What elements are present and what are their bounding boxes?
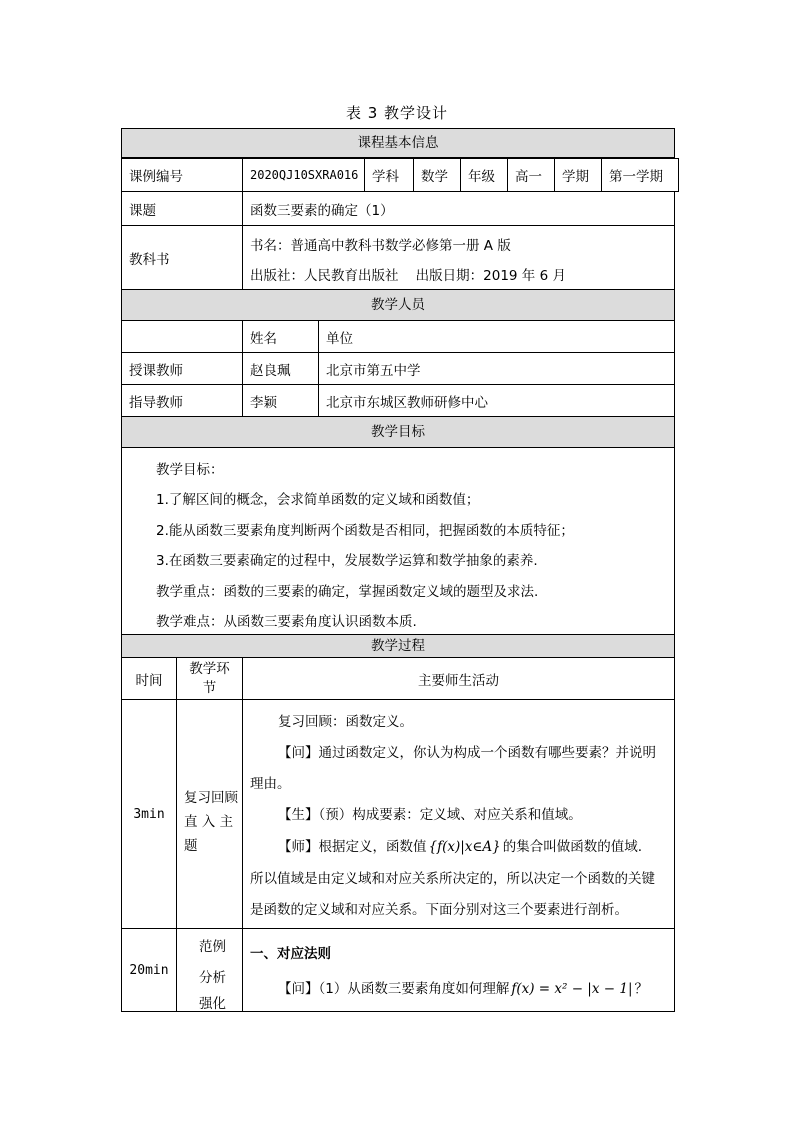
row1-stage (176, 699, 243, 929)
section-basic-info: 课程基本信息 (121, 128, 675, 158)
stage-line: 直 入 主 (184, 814, 234, 830)
activity-text: 【问】（1）从函数三要素角度如何理解 (278, 981, 510, 997)
case-no-label: 课例编号 (121, 158, 243, 192)
activity-line: 是函数的定义域和对应关系。下面分别对这三个要素进行剖析。 (250, 902, 628, 918)
term-value: 第一学期 (601, 158, 679, 192)
activity-heading: 一、对应法则 (250, 946, 331, 962)
textbook-value (242, 225, 675, 290)
goals-line: 教学难点：从函数三要素角度认识函数本质. (156, 614, 417, 630)
section-staff: 教学人员 (121, 289, 675, 321)
activity-line: 【生】（预）构成要素：定义域、对应关系和值域。 (278, 807, 582, 823)
goals-line: 2.能从函数三要素角度判断两个函数是否相同，把握函数的本质特征； (156, 523, 574, 539)
term-label: 学期 (554, 158, 602, 192)
activity-line: 理由。 (250, 776, 291, 792)
activity-line: 所以值域是由定义域和对应关系所决定的，所以决定一个函数的关键 (250, 871, 655, 887)
process-header-stage (176, 657, 243, 700)
staff-row-name: 李颖 (242, 384, 319, 417)
stage-line: 题 (184, 838, 198, 854)
goals-line: 3.在函数三要素确定的过程中，发展数学运算和数学抽象的素养. (156, 553, 538, 569)
process-header-activity: 主要师生活动 (242, 657, 675, 700)
row2-time: 20min (121, 928, 177, 1012)
staff-row-name: 赵良珮 (242, 352, 319, 385)
grade-label: 年级 (460, 158, 508, 192)
activity-line (278, 835, 642, 855)
goals-content (121, 447, 675, 635)
book-name: 书名：普通高中教科书数学必修第一册 A 版 (250, 238, 511, 254)
staff-header-name: 姓名 (242, 320, 319, 353)
stage-line: 分析 (199, 970, 226, 986)
staff-row-role: 授课教师 (121, 352, 243, 385)
stage-line: 强化 (199, 996, 226, 1012)
row1-activity (242, 699, 675, 929)
grade-value: 高一 (507, 158, 555, 192)
stage-line: 范例 (199, 939, 226, 955)
subject-label: 学科 (364, 158, 414, 192)
section-goals: 教学目标 (121, 416, 675, 448)
activity-line (278, 977, 648, 997)
subject-value: 数学 (413, 158, 461, 192)
document-title: 表 3 教学设计 (345, 104, 449, 122)
case-no-value: 2020QJ10SXRA016 (242, 158, 365, 192)
textbook-label: 教科书 (121, 225, 243, 290)
staff-header-blank (121, 320, 243, 353)
staff-row-role: 指导教师 (121, 384, 243, 417)
activity-text: 【师】根据定义，函数值 (278, 839, 427, 855)
goals-line: 1.了解区间的概念，会求简单函数的定义域和函数值； (156, 492, 480, 508)
process-header-time: 时间 (121, 657, 177, 700)
activity-text: ？ (634, 981, 648, 997)
section-process: 教学过程 (121, 634, 675, 658)
stage-header-line: 教学环 (189, 661, 230, 677)
activity-line: 复习回顾：函数定义。 (278, 714, 413, 730)
publisher-info: 出版社：人民教育出版社 出版日期：2019 年 6 月 (250, 268, 566, 284)
activity-text: 的集合叫做函数的值域. (502, 839, 643, 855)
stage-header-line: 节 (202, 680, 217, 696)
row1-time: 3min (121, 699, 177, 929)
goals-line: 教学目标： (156, 462, 224, 478)
function-formula: f(x) = x² − |x − 1| (511, 981, 633, 997)
row2-activity (242, 928, 675, 1012)
topic-value: 函数三要素的确定（1） (242, 191, 675, 226)
staff-header-unit: 单位 (318, 320, 675, 353)
stage-line: 复习回顾 (184, 790, 238, 806)
staff-row-unit: 北京市东城区教师研修中心 (318, 384, 675, 417)
row2-stage (176, 928, 243, 1012)
topic-label: 课题 (121, 191, 243, 226)
range-set-formula: {f(x)|x∈A} (428, 839, 501, 855)
goals-line: 教学重点：函数的三要素的确定，掌握函数定义域的题型及求法. (156, 584, 539, 600)
activity-line: 【问】通过函数定义，你认为构成一个函数有哪些要素？并说明 (278, 745, 656, 761)
staff-row-unit: 北京市第五中学 (318, 352, 675, 385)
